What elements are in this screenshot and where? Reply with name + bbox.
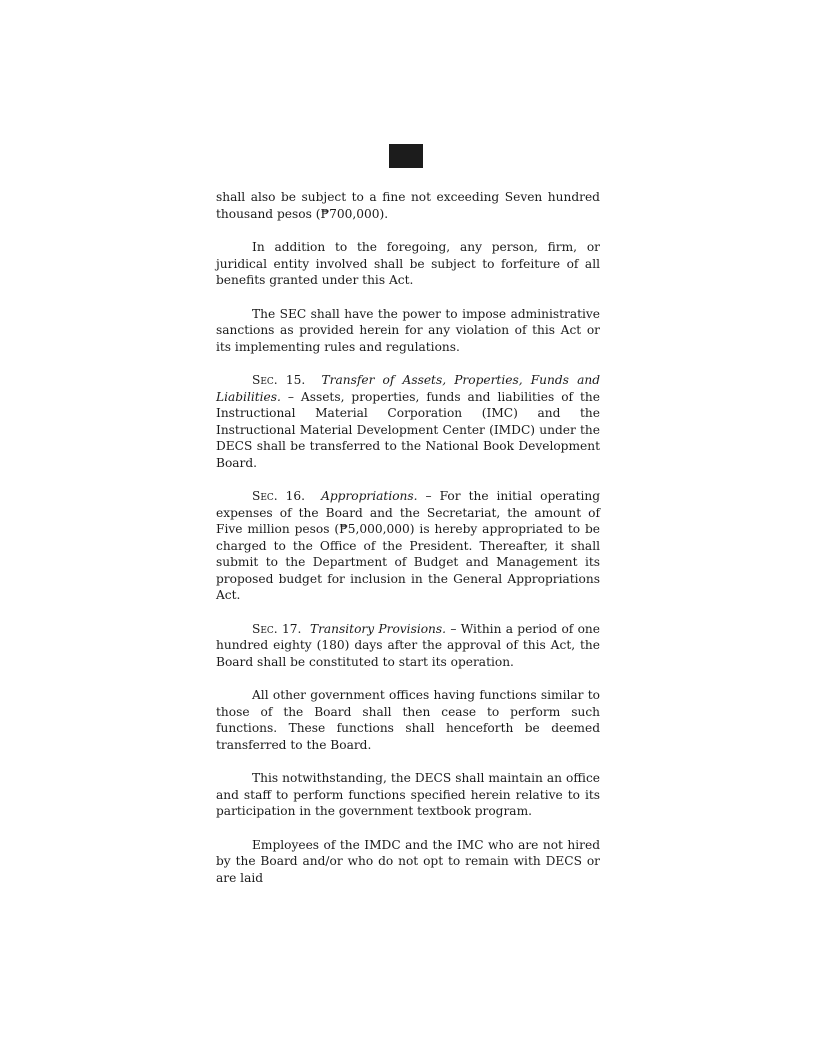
document-body [216, 189, 600, 886]
section-15-body: – Assets, properties, funds and liabilities of the Instructional Material Corporation (IMC) and the Instructional Material Development Center (IMDC) under the DECS shall be transferred to the National Book Development Board. [216, 389, 600, 470]
paragraph-employees: Employees of the IMDC and the IMC who are not hired by the Board and/or who do not opt to remain with DECS or are laid [216, 837, 600, 885]
section-16-label: Sec. 16. [252, 489, 306, 503]
section-15-label: Sec. 15. [252, 373, 306, 387]
section-16 [216, 488, 600, 604]
section-16-body: – For the initial operating expenses of the Board and the Secretariat, the amount of Five million pesos (₱5,000,000) is hereby appropriated to be charged to the Office of the President. Thereafter, it shall submit to the Department of Budget and Management its proposed budget for inclusion in the General Appropriations Act. [216, 489, 601, 602]
section-17-label: Sec. 17. [252, 621, 302, 636]
page-number-block [389, 144, 423, 168]
section-15 [216, 372, 600, 471]
paragraph-fine: shall also be subject to a fine not exceeding Seven hundred thousand pesos (₱700,000). [216, 190, 600, 221]
paragraph-forfeiture: In addition to the foregoing, any person, firm, or juridical entity involved shall be subject to forfeiture of all benefits granted under this Act. [216, 240, 600, 287]
paragraph-decs-office: This notwithstanding, the DECS shall maintain an office and staff to perform functions specified herein relative to its participation in the government textbook program. [216, 771, 600, 818]
section-17-title: Transitory Provisions. [309, 621, 447, 636]
section-15-title: Transfer of Assets, Properties, Funds and Liabilities. [216, 373, 600, 404]
section-17-body: – Within a period of one hundred eighty (180) days after the approval of this Act, the Board shall be constituted to start its operation. [216, 621, 600, 669]
section-17 [216, 621, 600, 671]
paragraph-sec-power: The SEC shall have the power to impose administrative sanctions as provided herein for any violation of this Act or its implementing rules and regulations. [216, 306, 600, 354]
paragraph-other-offices: All other government offices having functions similar to those of the Board shall then cease to perform such functions. These functions shall henceforth be deemed transferred to the Board. [216, 688, 600, 752]
section-16-title: Appropriations. [321, 489, 418, 503]
